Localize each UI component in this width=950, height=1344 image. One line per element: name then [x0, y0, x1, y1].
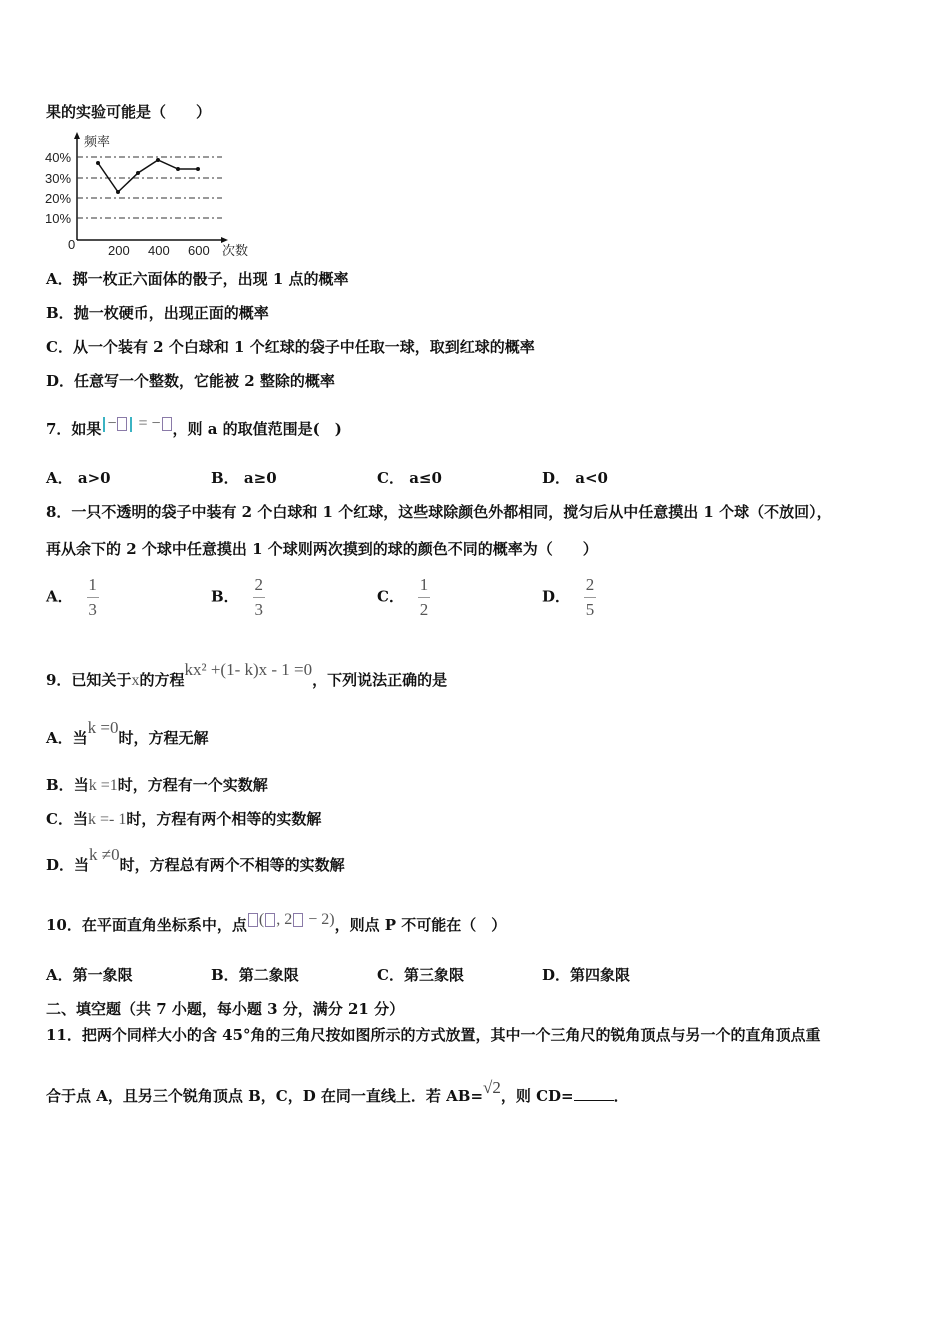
x-tick-600: 600 [188, 243, 210, 258]
y-axis-label: 频率 [84, 134, 111, 149]
q8-option-c: C． $\frac{1}{2}$ [377, 575, 429, 619]
y-tick-20: 20% [45, 191, 72, 206]
q8-option-d: D． $\frac{2}{5}$ [542, 575, 595, 619]
q8-option-b: B． $\frac{2}{3}$ [211, 575, 263, 619]
y-tick-30: 30% [45, 171, 72, 186]
x-tick-200: 200 [108, 243, 130, 258]
x-axis-label: 次数 [222, 243, 249, 258]
fraction: $\frac{2}{5}$ [585, 575, 595, 619]
q10-option-a: A．第一象限 [46, 966, 133, 984]
q10-option-c: C．第三象限 [377, 966, 464, 984]
q7-option-a: A． a>0 [46, 469, 111, 487]
q9-formula: kx² +(1- k)x - 1 =0 [184, 660, 313, 679]
q6-option-d: D．任意写一个整数，它能被 2 整除的概率 [46, 372, 335, 390]
q8-option-a: A． $\frac{1}{3}$ [46, 575, 97, 619]
q11-stem-line1: 11．把两个同样大小的含 45°角的三角尺按如图所示的方式放置，其中一个三角尺的锐角顶点与另一个的直角顶点重 [46, 1026, 821, 1044]
q9-option-b: B．当k =1时，方程有一个实数解 [46, 776, 268, 794]
x-tick-400: 400 [148, 243, 170, 258]
q6-stem-tail: 果的实验可能是（ ） [46, 103, 212, 121]
q6-option-b: B．抛一枚硬币，出现正面的概率 [46, 304, 269, 322]
y-tick-10: 10% [45, 211, 72, 226]
q8-stem-line2: 再从余下的 2 个球中任意摸出 1 个球则两次摸到的球的颜色不同的概率为（ ） [46, 540, 598, 558]
q9-stem: 9．已知关于x的方程kx² +(1- k)x - 1 =0，下列说法正确的是 [46, 660, 448, 689]
chart-svg [44, 130, 264, 262]
q7-formula: − = − [101, 415, 172, 432]
q7-option-d: D． a<0 [542, 469, 608, 487]
q10-option-b: B．第二象限 [211, 966, 299, 984]
sqrt-two: √2 [483, 1078, 501, 1097]
q9-option-a: A．当k =0时，方程无解 [46, 718, 209, 747]
origin-label: 0 [68, 237, 76, 252]
q9-option-d: D．当k ≠0时，方程总有两个不相等的实数解 [46, 845, 345, 874]
q7-option-b: B． a≥0 [211, 469, 277, 487]
y-tick-40: 40% [45, 150, 72, 165]
q11-stem-line2: 合于点 A，且另三个锐角顶点 B，C，D 在同一直线上．若 AB=√2，则 CD= ． [46, 1078, 629, 1105]
fraction: $\frac{1}{3}$ [88, 575, 97, 619]
q9-option-c: C．当k =- 1时，方程有两个相等的实数解 [46, 810, 322, 828]
section-heading: 二、填空题（共 7 小题，每小题 3 分，满分 21 分） [46, 1000, 405, 1018]
frequency-line-chart [44, 130, 264, 262]
q10-stem: 10．在平面直角坐标系中，点 ( , 2 − 2)，则点 P 不可能在（ ） [46, 911, 507, 934]
q6-option-a: A．掷一枚正六面体的骰子，出现 1 点的概率 [46, 270, 349, 288]
q8-stem-line1: 8．一只不透明的袋子中装有 2 个白球和 1 个红球，这些球除颜色外都相同，搅匀后从中任意摸出 1 个球（不放回）， [46, 503, 832, 521]
answer-blank[interactable] [574, 1100, 614, 1101]
q10-formula: ( , 2 − 2) [247, 911, 335, 928]
q7-option-c: C． a≤0 [377, 469, 442, 487]
q6-option-c: C．从一个装有 2 个白球和 1 个红球的袋子中任取一球，取到红球的概率 [46, 338, 535, 356]
fraction: $\frac{1}{2}$ [419, 575, 429, 619]
q7-stem: 7．如果 − = − ，则 a 的取值范围是( ) [46, 415, 342, 438]
q10-option-d: D．第四象限 [542, 966, 631, 984]
fraction: $\frac{2}{3}$ [254, 575, 263, 619]
